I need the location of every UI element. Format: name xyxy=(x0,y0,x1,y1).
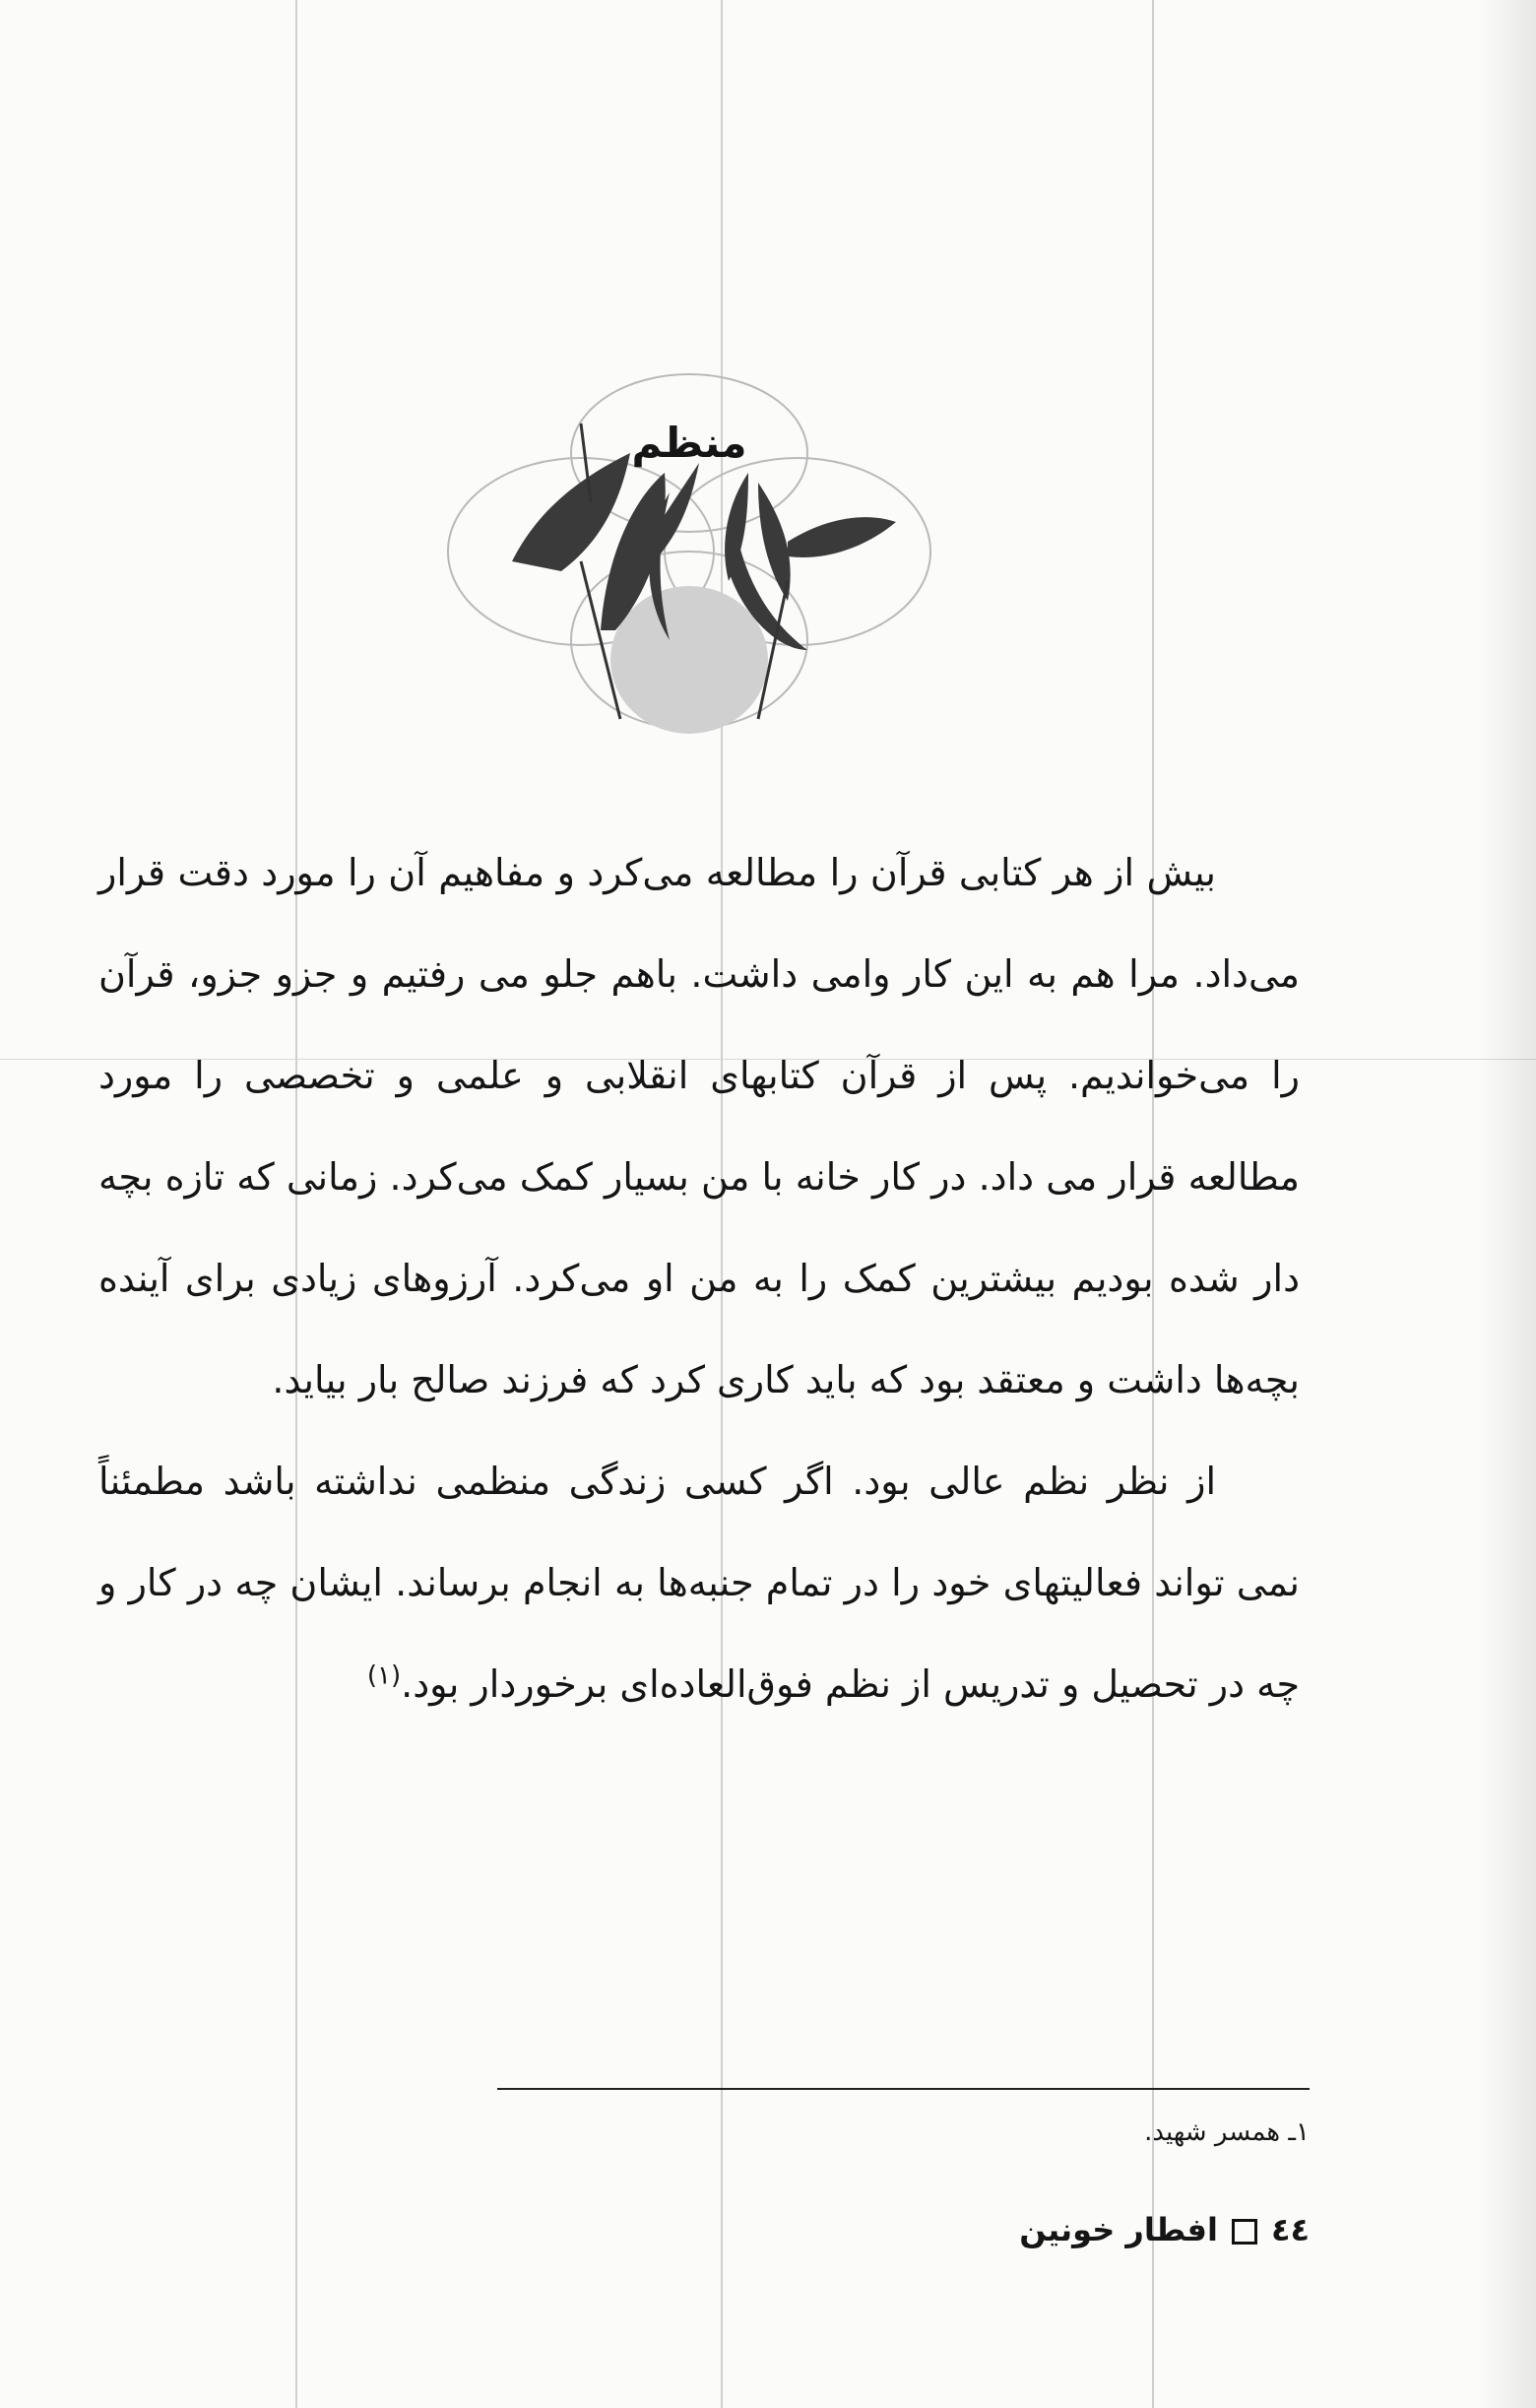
page-number: ٤٤ xyxy=(1270,2211,1310,2248)
paragraph xyxy=(98,1431,1300,1735)
body-text xyxy=(98,822,1300,1735)
scan-edge-shadow xyxy=(1477,0,1536,2408)
paragraph: بیش از هر کتابی قرآن را مطالعه می‌کرد و مفاهیم آن را مورد دقت قرار می‌داد. مرا هم به این کار وامی داشت. باهم جلو می رفتیم و جزو جزو، قرآن را می‌خواندیم. پس از قرآن کتابهای انقلابی و علمی و تخصصی را مورد مطالعه قرار می داد. در کار خانه با من بسیار کمک می‌کرد. زمانی که تازه بچه دار شده بودیم بیشترین کمک را به من او می‌کرد. آرزوهای زیادی برای آینده بچه‌ها داشت و معتقد بود که باید کاری کرد که فرزند صالح بار بیاید. xyxy=(98,851,1300,1401)
section-heading: منظم xyxy=(631,419,747,467)
book-title: افطار خونین xyxy=(1019,2211,1218,2248)
square-bullet-icon xyxy=(1232,2219,1257,2245)
page-footer xyxy=(886,2211,1310,2248)
footnote-divider xyxy=(497,2088,1310,2090)
paragraph-text: از نظر نظم عالی بود. اگر کسی زندگی منظمی نداشته باشد مطمئناً نمی تواند فعالیتهای خود را در تمام جنبه‌ها به انجام برساند. ایشان چه در کار و چه در تحصیل و تدریس از نظم فوق‌العاده‌ای برخوردار بود. xyxy=(98,1460,1300,1706)
lily-flowers-icon xyxy=(433,305,945,758)
footnote: ۱ـ همسر شهید. xyxy=(1144,2117,1310,2147)
footnote-marker: (۱) xyxy=(366,1660,402,1691)
